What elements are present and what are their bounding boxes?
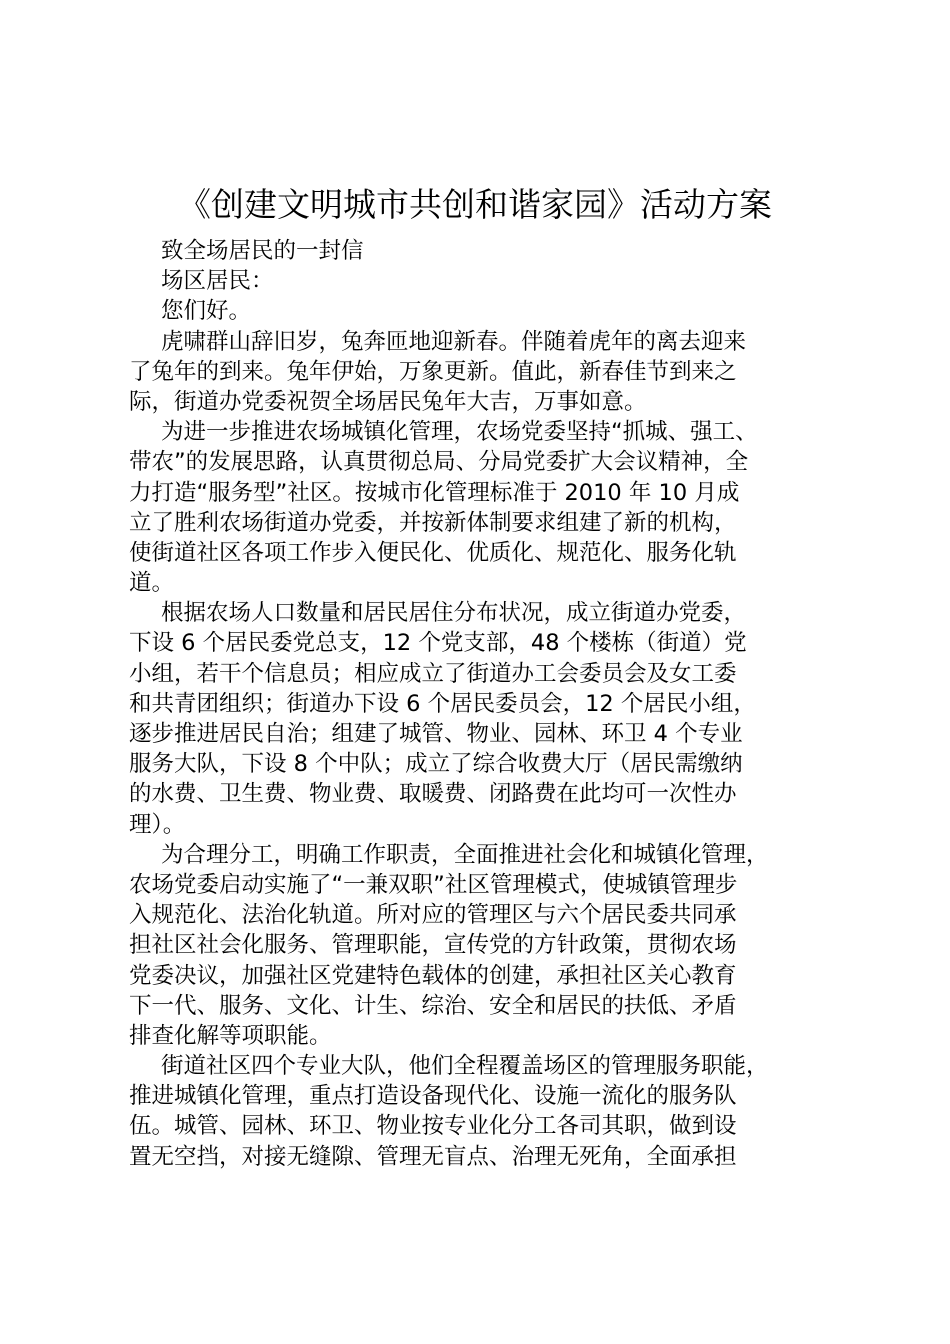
text-line: 逐步推进居民自治；组建了城管、物业、园林、环卫 4 个专业 <box>129 721 743 747</box>
text-line: 为合理分工，明确工作职责，全面推进社会化和城镇化管理， <box>161 841 769 868</box>
text-line: 际，街道办党委祝贺全场居民兔年大吉，万事如意。 <box>129 388 647 415</box>
text-line: 下设 6 个居民委党总支，12 个党支部，48 个楼栋（街道）党 <box>129 630 747 657</box>
text-line: 使街道社区各项工作步入便民化、优质化、规范化、服务化轨 <box>129 539 737 566</box>
text-line: 的水费、卫生费、物业费、取暖费、闭路费在此均可一次性办 <box>129 781 737 808</box>
text-line: 小组，若干个信息员；相应成立了街道办工会委员会及女工委 <box>129 660 737 687</box>
text-line: 担社区社会化服务、管理职能，宣传党的方针政策，贯彻农场 <box>129 932 737 959</box>
text-line: 立了胜利农场街道办党委，并按新体制要求组建了新的机构， <box>129 509 737 536</box>
text-line: 置无空挡，对接无缝隙、管理无盲点、治理无死角，全面承担 <box>129 1143 737 1170</box>
text-line: 虎啸群山辞旧岁，兔奔匝地迎新春。伴随着虎年的离去迎来 <box>161 328 747 355</box>
text-line: 和共青团组织；街道办下设 6 个居民委员会，12 个居民小组， <box>129 690 756 717</box>
text-line: 根据农场人口数量和居民居住分布状况，成立街道办党委， <box>161 600 747 627</box>
text-line: 服务大队，下设 8 个中队；成立了综合收费大厅（居民需缴纳 <box>129 751 743 778</box>
text-line: 了兔年的到来。兔年伊始，万象更新。值此，新春佳节到来之 <box>129 358 737 385</box>
text-line: 带农”的发展思路，认真贯彻总局、分局党委扩大会议精神，全 <box>129 449 749 476</box>
text-line: 道。 <box>129 570 175 597</box>
text-line: 伍。城管、园林、环卫、物业按专业化分工各司其职，做到设 <box>129 1113 737 1140</box>
text-line: 您们好。 <box>161 298 252 325</box>
text-line: 街道社区四个专业大队，他们全程覆盖场区的管理服务职能， <box>161 1053 769 1080</box>
text-line: 下一代、服务、文化、计生、综治、安全和居民的扶低、矛盾 <box>129 992 737 1019</box>
text-line: 为进一步推进农场城镇化管理，农场党委坚持“抓城、强工、 <box>161 419 758 446</box>
document-title: 《创建文明城市共创和谐家园》活动方案 <box>178 185 772 224</box>
text-line: 排查化解等项职能。 <box>129 1022 332 1049</box>
text-line: 理）。 <box>129 811 186 838</box>
text-line: 农场党委启动实施了“一兼双职”社区管理模式，使城镇管理步 <box>129 871 738 898</box>
text-line: 力打造“服务型”社区。按城市化管理标准于 2010 年 10 月成 <box>129 479 740 506</box>
text-line: 场区居民： <box>161 268 274 295</box>
text-line: 党委决议，加强社区党建特色载体的创建，承担社区关心教育 <box>129 962 737 989</box>
document-body <box>129 236 829 1172</box>
text-line: 致全场居民的一封信 <box>161 238 364 264</box>
text-line: 推进城镇化管理，重点打造设备现代化、设施一流化的服务队 <box>129 1083 737 1110</box>
text-line: 入规范化、法治化轨道。所对应的管理区与六个居民委共同承 <box>129 902 737 929</box>
